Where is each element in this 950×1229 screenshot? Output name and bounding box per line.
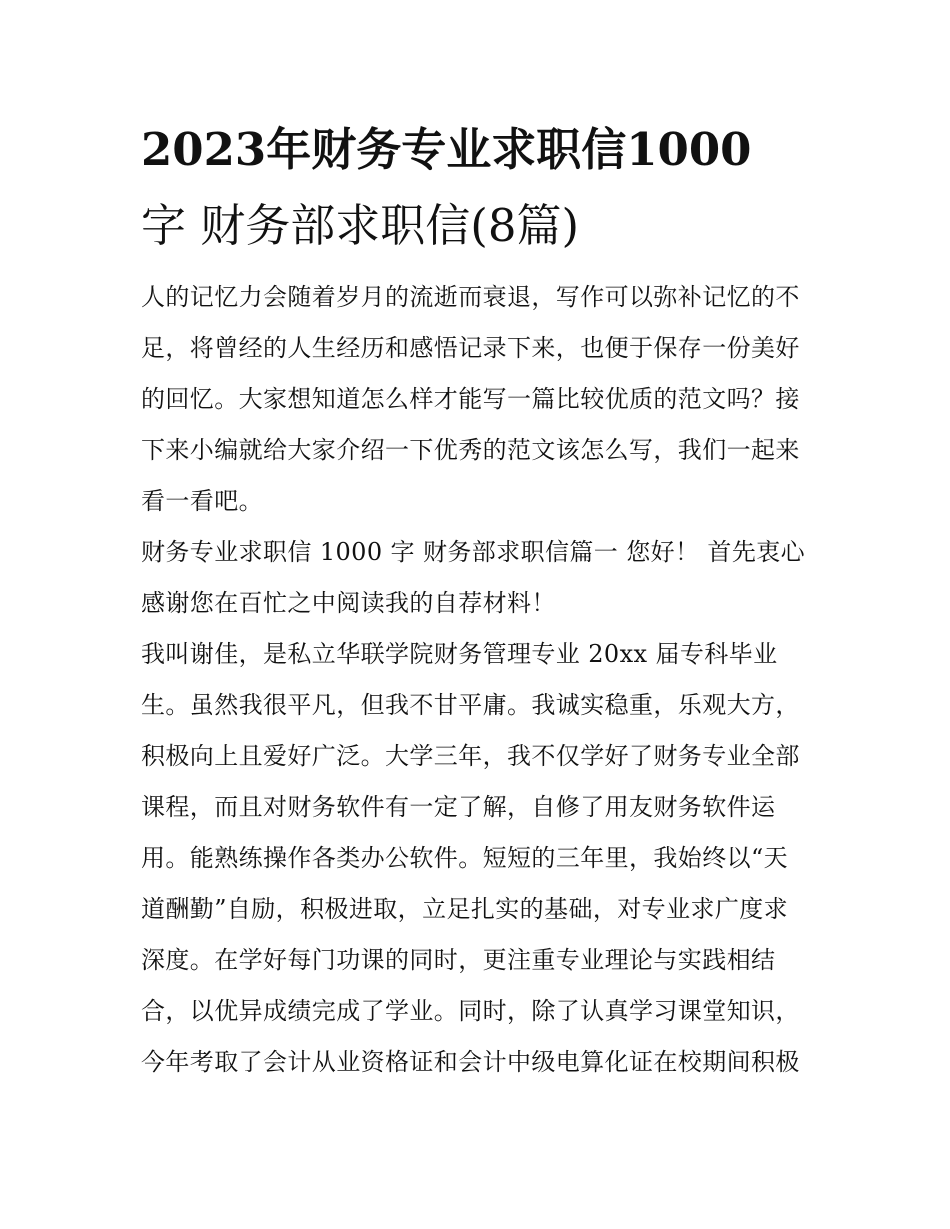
title-line-1: 2023年财务专业求职信1000 <box>141 123 752 176</box>
text-line: 人的记忆力会随着岁月的流逝而衰退，写作可以弥补记忆的不 <box>141 283 800 311</box>
document-body <box>141 272 821 1088</box>
text-line: 今年考取了会计从业资格证和会计中级电算化证在校期间积极 <box>141 1048 800 1076</box>
text-line: 感谢您在百忙之中阅读我的自荐材料！ <box>141 589 556 617</box>
text-line: 的回忆。大家想知道怎么样才能写一篇比较优质的范文吗？接 <box>141 385 800 413</box>
text-line: 道酬勤”自励，积极进取，立足扎实的基础，对专业求广度求 <box>141 895 789 923</box>
text-line: 足，将曾经的人生经历和感悟记录下来，也便于保存一份美好 <box>141 334 800 362</box>
greeting-paragraph <box>141 527 821 629</box>
document-page <box>141 112 821 1088</box>
text-line: 深度。在学好每门功课的同时，更注重专业理论与实践相结 <box>141 946 776 974</box>
text-line: 我叫谢佳，是私立华联学院财务管理专业 20xx 届专科毕业 <box>141 640 778 668</box>
text-line: 合，以优异成绩完成了学业。同时，除了认真学习课堂知识， <box>141 997 800 1025</box>
text-line: 积极向上且爱好广泛。大学三年，我不仅学好了财务专业全部 <box>141 742 800 770</box>
document-title <box>141 112 821 264</box>
self-introduction-paragraph <box>141 629 821 1088</box>
text-line: 下来小编就给大家介绍一下优秀的范文该怎么写，我们一起来 <box>141 436 800 464</box>
text-line: 用。能熟练操作各类办公软件。短短的三年里，我始终以“天 <box>141 844 789 872</box>
text-line: 看一看吧。 <box>141 487 263 515</box>
title-line-2: 字 财务部求职信(8篇) <box>141 199 580 252</box>
intro-paragraph <box>141 272 821 527</box>
text-line: 课程，而且对财务软件有一定了解，自修了用友财务软件运 <box>141 793 776 821</box>
text-line: 财务专业求职信 1000 字 财务部求职信篇一 您好！ 首先衷心 <box>141 538 806 566</box>
text-line: 生。虽然我很平凡，但我不甘平庸。我诚实稳重，乐观大方， <box>141 691 800 719</box>
